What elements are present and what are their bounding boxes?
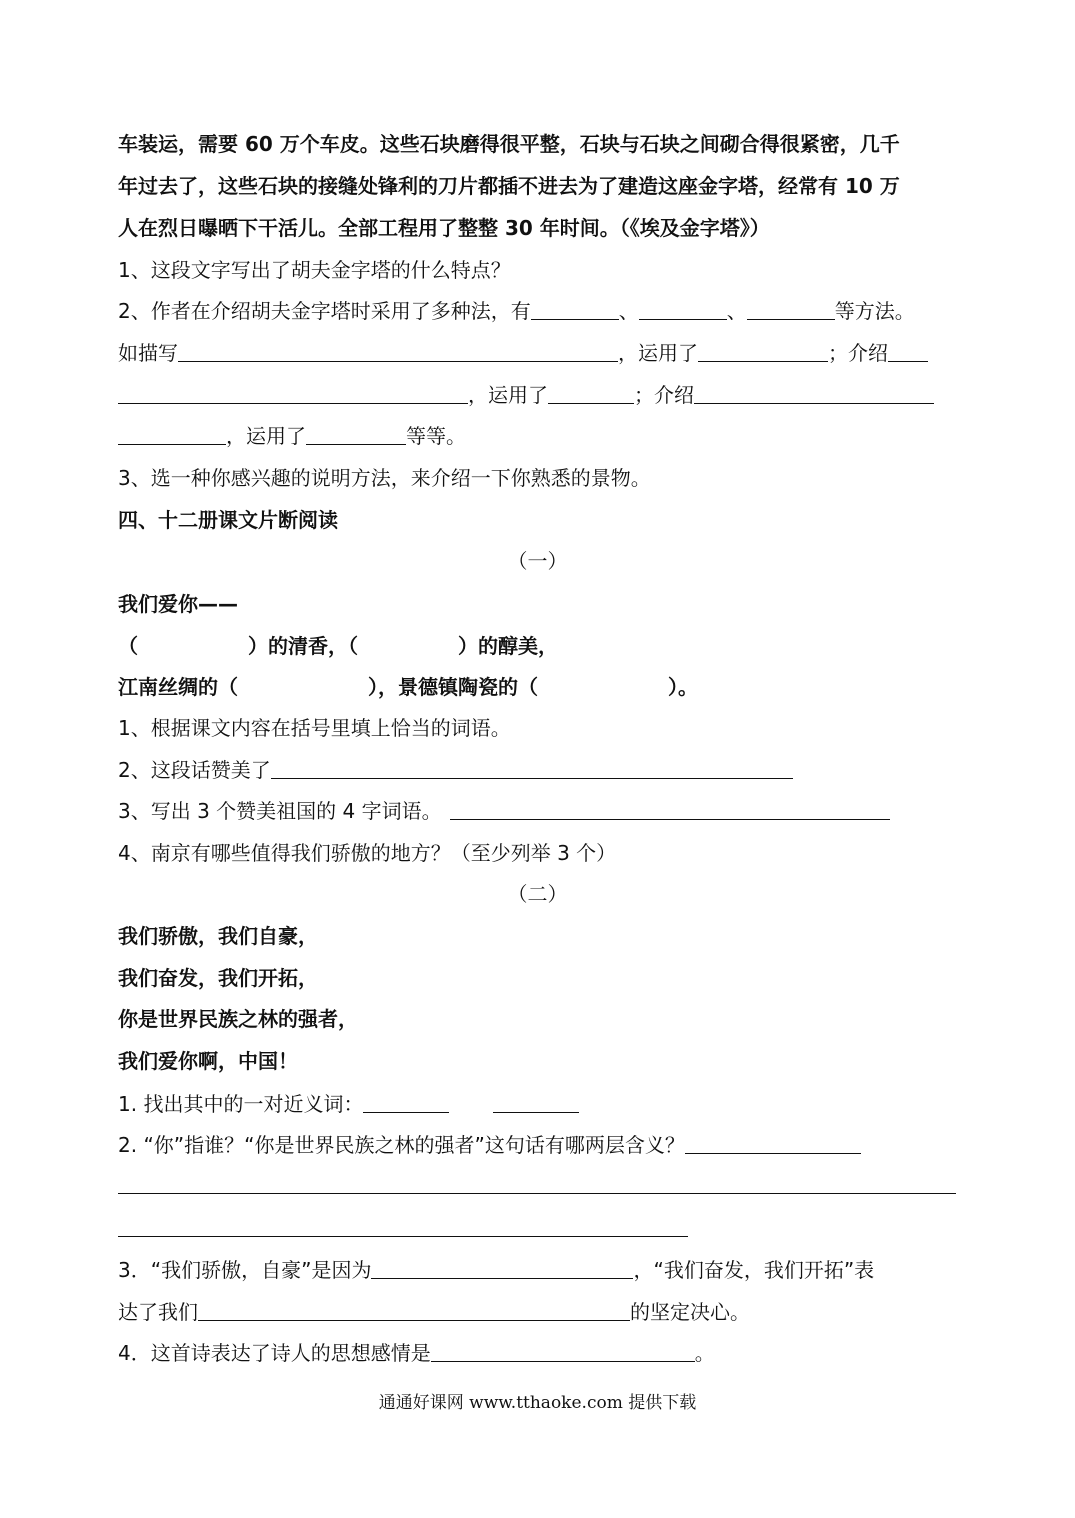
poem-1-line-3 (118, 673, 698, 701)
question-1: 1、这段文字写出了胡夫金字塔的什么特点？ (118, 258, 511, 282)
blank[interactable] (306, 424, 406, 445)
question-text: 的坚定决心。 (630, 1300, 750, 1324)
poem-text: ），景德镇陶瓷的（ (368, 675, 538, 699)
part-1-question-4: 4、南京有哪些值得我们骄傲的地方？（至少列举 3 个） (118, 841, 617, 865)
answer-line[interactable] (118, 1236, 688, 1237)
used-label: ，运用了 (468, 383, 548, 407)
answer-blank[interactable] (493, 1092, 579, 1113)
part-1-label: （一） (507, 549, 568, 573)
question-text: 达了我们 (118, 1300, 198, 1324)
answer-blank[interactable] (271, 758, 793, 779)
passage-line-1: 车装运，需要 60 万个车皮。这些石块磨得很平整，石块与石块之间砌合得很紧密，几千 (118, 132, 900, 156)
poem-1-line-1: 我们爱你—— (118, 592, 238, 616)
answer-blank[interactable] (363, 1092, 449, 1113)
blank[interactable] (888, 341, 928, 362)
poem-text: ）。 (668, 675, 698, 699)
separator: 、 (726, 299, 747, 323)
part-2-question-4 (118, 1339, 715, 1367)
question-3: 3、选一种你感兴趣的说明方法，来介绍一下你熟悉的景物。 (118, 466, 651, 490)
introduce-label: ；介绍 (634, 383, 694, 407)
question-text: 3、写出 3 个赞美祖国的 4 字词语。 (118, 799, 442, 823)
question-text: 2、这段话赞美了 (118, 758, 271, 782)
answer-blank[interactable] (371, 1258, 633, 1279)
describe-label: 如描写 (118, 341, 178, 365)
question-2-end: 等方法。 (834, 299, 915, 323)
blank[interactable] (548, 383, 634, 404)
blank[interactable] (694, 383, 934, 404)
blank[interactable] (178, 341, 618, 362)
part-2-label: （二） (507, 882, 568, 906)
footer-text: 通通好课网 www.tthaoke.com 提供下载 (378, 1393, 697, 1413)
section-heading: 四、十二册课文片断阅读 (118, 508, 338, 532)
used-label: ，运用了 (226, 424, 306, 448)
question-2-line-4 (118, 422, 466, 450)
poem-2-line-4: 我们爱你啊，中国！ (118, 1049, 298, 1073)
poem-2-line-2: 我们奋发，我们开拓， (118, 966, 318, 990)
blank[interactable] (639, 299, 727, 320)
separator: 、 (618, 299, 639, 323)
poem-2-line-3: 你是世界民族之林的强者， (118, 1007, 358, 1031)
etc-label: 等等。 (406, 424, 466, 448)
answer-line[interactable] (118, 1193, 956, 1194)
passage-line-3: 人在烈日曝晒下干活儿。全部工程用了整整 30 年时间。（《埃及金字塔》） (118, 216, 770, 240)
question-2-text: 2、作者在介绍胡夫金字塔时采用了多种法，有 (118, 299, 531, 323)
paren-open: （ (118, 634, 138, 658)
question-text: 1. 找出其中的一对近义词： (118, 1092, 364, 1116)
introduce-label: ；介绍 (828, 341, 888, 365)
part-1-question-2 (118, 756, 793, 784)
answer-blank[interactable] (431, 1341, 695, 1362)
poem-text: ）的清香，（ (248, 634, 358, 658)
question-2-line-2 (118, 339, 928, 367)
question-text: 。 (694, 1341, 715, 1365)
part-2-question-1 (118, 1090, 579, 1118)
answer-blank[interactable] (450, 799, 890, 820)
part-1-question-3 (118, 797, 890, 825)
poem-1-line-2 (118, 632, 558, 660)
used-label: ，运用了 (618, 341, 698, 365)
question-2 (118, 297, 915, 325)
question-text: ，“我们奋发，我们开拓”表 (633, 1258, 875, 1282)
blank[interactable] (118, 383, 468, 404)
question-text: 4．这首诗表达了诗人的思想感情是 (118, 1341, 431, 1365)
question-2-line-3 (118, 381, 934, 409)
part-1-question-1: 1、根据课文内容在括号里填上恰当的词语。 (118, 716, 511, 740)
blank[interactable] (531, 299, 619, 320)
part-2-question-3-cont (118, 1298, 750, 1326)
poem-2-line-1: 我们骄傲，我们自豪， (118, 924, 318, 948)
part-2-question-2 (118, 1131, 861, 1159)
answer-blank[interactable] (685, 1133, 861, 1154)
blank[interactable] (118, 424, 226, 445)
answer-blank[interactable] (198, 1300, 630, 1321)
question-text: 3．“我们骄傲，自豪”是因为 (118, 1258, 372, 1282)
blank[interactable] (698, 341, 828, 362)
blank[interactable] (747, 299, 835, 320)
question-text: 2. “你”指谁？“你是世界民族之林的强者”这句话有哪两层含义？ (118, 1133, 685, 1157)
passage-line-2: 年过去了，这些石块的接缝处锋利的刀片都插不进去为了建造这座金字塔，经常有 10 万 (118, 174, 900, 198)
poem-text: 江南丝绸的（ (118, 675, 238, 699)
part-2-question-3 (118, 1256, 874, 1284)
poem-text: ）的醇美， (458, 634, 558, 658)
